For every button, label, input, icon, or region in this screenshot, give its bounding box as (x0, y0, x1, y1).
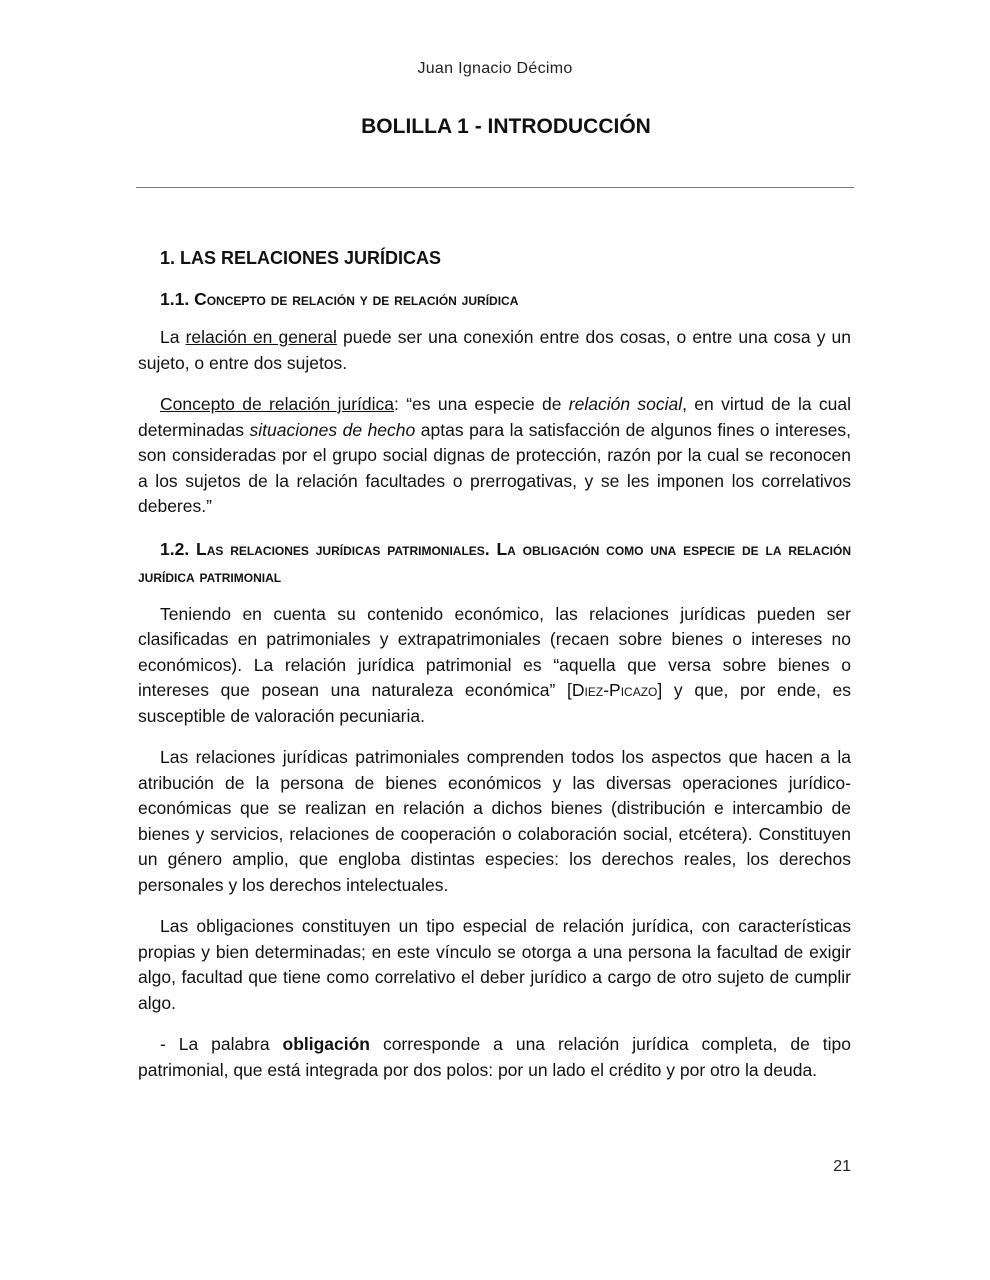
paragraph-relaciones-patrimoniales: Las relaciones jurídicas patrimoniales comprenden todos los aspectos que hacen a la atribución de la persona de bienes económicos y las diversas operaciones jurídico-económicas que se realizan en relación a dichos bienes (distribución e intercambio de bienes y servicios, relaciones de cooperación o colaboración social, etcétera). Constituyen un género amplio, que engloba distintas especies: los derechos reales, los derechos personales y los derechos intelectuales. (138, 747, 851, 895)
paragraph-obligaciones: Las obligaciones constituyen un tipo especial de relación jurídica, con características propias y bien determinadas; en este vínculo se otorga a una persona la facultad de exigir algo, facultad que tiene como correlativo el deber jurídico a cargo de otro sujeto de cumplir algo. (138, 916, 851, 1013)
header-divider (136, 187, 854, 188)
text-run: aptas para la satisfacción de algunos fines o intereses, son consideradas por el grupo social dignas de protección, razón por la cual se reconocen a los sujetos de la relación facultades o prerrogativas, y se les imponen los correlativos deberes.” (138, 419, 851, 516)
running-header-author: Juan Ignacio Décimo (417, 60, 573, 77)
section-heading-1: 1. LAS RELACIONES JURÍDICAS (160, 248, 442, 268)
chapter-title: BOLILLA 1 - INTRODUCCIÓN (361, 115, 651, 138)
text-run: ] y que, por ende, es susceptible de valoración pecuniaria. (138, 680, 851, 726)
paragraph-relacion-general (138, 325, 851, 376)
text-run: puede ser una conexión entre dos cosas, o entre una cosa y un sujeto, o entre dos sujetos. (138, 327, 852, 373)
section-title: Las relaciones jurídicas patrimoniales. La obligación como una especie de la relación jurídica patrimonial (138, 538, 851, 586)
section-heading-1-1 (138, 286, 851, 313)
text-run: La (160, 327, 186, 347)
underlined-term: relación en general (185, 327, 337, 347)
page-number: 21 (833, 1158, 851, 1175)
text-run: corresponde a una relación jurídica completa, de tipo patrimonial, que está integrada por dos polos: por un lado el crédito y por otro la deuda. (138, 1034, 851, 1080)
bold-term: obligación (282, 1034, 370, 1054)
italic-term: situaciones de hecho (249, 419, 416, 440)
cited-author: Diez-Picazo (571, 680, 658, 700)
document-body (138, 244, 851, 1099)
section-number: 1.1. (160, 289, 190, 309)
paragraph-concepto-relacion-juridica (138, 392, 851, 520)
paragraph-palabra-obligacion (138, 1032, 851, 1083)
section-heading-1-2 (138, 536, 851, 590)
section-title: Concepto de relación y de relación jurídica (194, 289, 519, 309)
text-run: : “es una especie de (394, 394, 569, 414)
italic-term: relación social (568, 394, 683, 414)
underlined-term: Concepto de relación jurídica (160, 394, 395, 414)
text-run: - La palabra (160, 1034, 283, 1054)
text-run: Teniendo en cuenta su contenido económico, las relaciones jurídicas pueden ser clasificadas en patrimoniales y extrapatrimoniales (recaen sobre bienes o intereses no económicos). La relación jurídica patrimonial es “aquella que versa sobre bienes o intereses que posean una naturaleza económica” [ (138, 603, 851, 700)
paragraph-contenido-economico (138, 602, 851, 730)
section-number: 1.2. (160, 538, 190, 559)
text-run: , en virtud de la cual determinadas (138, 394, 851, 440)
